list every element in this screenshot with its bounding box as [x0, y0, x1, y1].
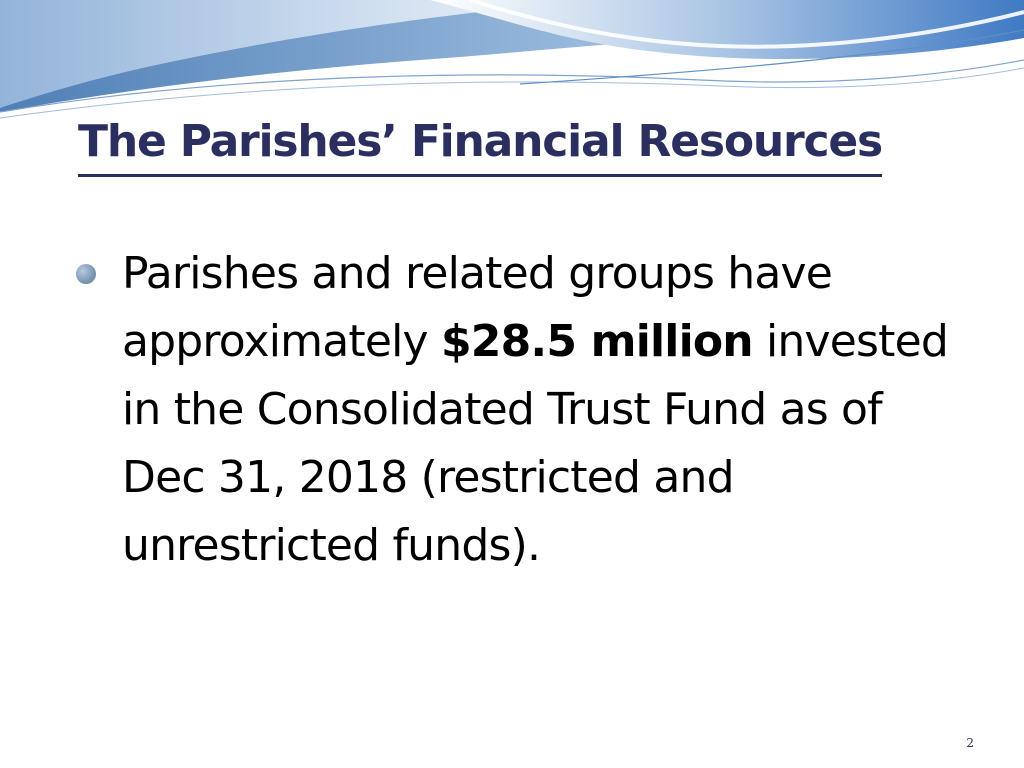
bullet-list — [76, 240, 956, 580]
bullet-text-after: invested in the Consolidated Trust Fund as of Dec 31, 2018 (restricted and unrestricted funds). — [122, 316, 948, 571]
bullet-text-bold: $28.5 million — [440, 316, 753, 367]
wave-header-decoration — [0, 0, 1024, 130]
bullet-item — [76, 240, 956, 580]
bullet-text-before: Parishes and related groups have approximately — [122, 248, 833, 367]
page-number: 2 — [966, 736, 974, 750]
slide-title: The Parishes’ Financial Resources — [78, 112, 882, 177]
bullet-dot-icon — [76, 264, 96, 284]
